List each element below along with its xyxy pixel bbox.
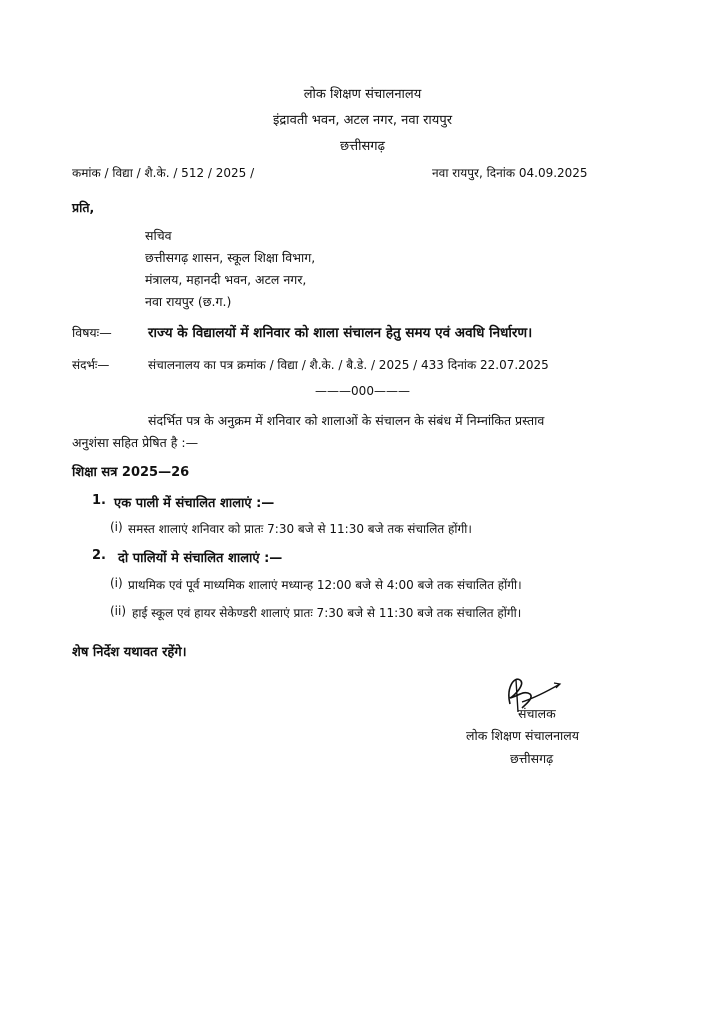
section-number: 2. [92, 548, 106, 563]
item-text: प्राथमिक एवं पूर्व माध्यमिक शालाएं मध्यान्ह 12:00 बजे से 4:00 बजे तक संचालित होंगी। [128, 578, 522, 592]
letter-number: कमांक / विद्या / शै.के. / 512 / 2025 / [72, 166, 255, 180]
signatory-title: संचालक [518, 706, 556, 721]
addressee-line: मंत्रालय, महानदी भवन, अटल नगर, [145, 272, 307, 287]
intro-line1: संदर्भित पत्र के अनुक्रम में शनिवार को शालाओं के संचालन के संबंध में निम्नांकित प्रस्ताव [148, 413, 545, 428]
addressee-line: सचिव [145, 228, 172, 243]
addressee-line: छत्तीसगढ़ शासन, स्कूल शिक्षा विभाग, [145, 250, 316, 265]
header-office: लोक शिक्षण संचालनालय [303, 87, 422, 102]
header-state: छत्तीसगढ़ [340, 139, 385, 154]
item-text: हाई स्कूल एवं हायर सेकेण्डरी शालाएं प्रातः 7:30 बजे से 11:30 बजे तक संचालित होंगी। [132, 606, 522, 620]
item-label: (i) [110, 520, 123, 534]
subject-label: विषयः— [72, 325, 112, 340]
signatory-state: छत्तीसगढ़ [510, 751, 554, 766]
section-number: 1. [92, 493, 106, 508]
header-address: इंद्रावती भवन, अटल नगर, नवा रायपुर [272, 113, 453, 128]
item-label: (i) [110, 576, 123, 590]
item-label: (ii) [110, 604, 127, 618]
reference-text: संचालनालय का पत्र क्रमांक / विद्या / शै.के. / बै.डे. / 2025 / 433 दिनांक 22.07.2025 [148, 358, 549, 372]
separator: ———000——— [315, 384, 410, 398]
session-heading: शिक्षा सत्र 2025—26 [72, 465, 190, 480]
intro-line2: अनुशंसा सहित प्रेषित है :— [72, 435, 199, 450]
addressee-line: नवा रायपुर (छ.ग.) [145, 294, 232, 309]
section-title: दो पालियों मे संचालित शालाएं :— [118, 551, 283, 566]
item-text: समस्त शालाएं शनिवार को प्रातः 7:30 बजे से 11:30 बजे तक संचालित होंगी। [128, 522, 472, 536]
section-title: एक पाली में संचालित शालाएं :— [114, 496, 275, 511]
reference-label: संदर्भः— [72, 358, 110, 372]
signatory-office: लोक शिक्षण संचालनालय [466, 728, 579, 743]
to-label: प्रति, [72, 200, 95, 215]
letter-date: नवा रायपुर, दिनांक 04.09.2025 [432, 166, 588, 180]
closing-note: शेष निर्देश यथावत रहेंगे। [72, 645, 187, 660]
subject-text: राज्य के विद्यालयों में शनिवार को शाला संचालन हेतु समय एवं अवधि निर्धारण। [148, 325, 533, 341]
